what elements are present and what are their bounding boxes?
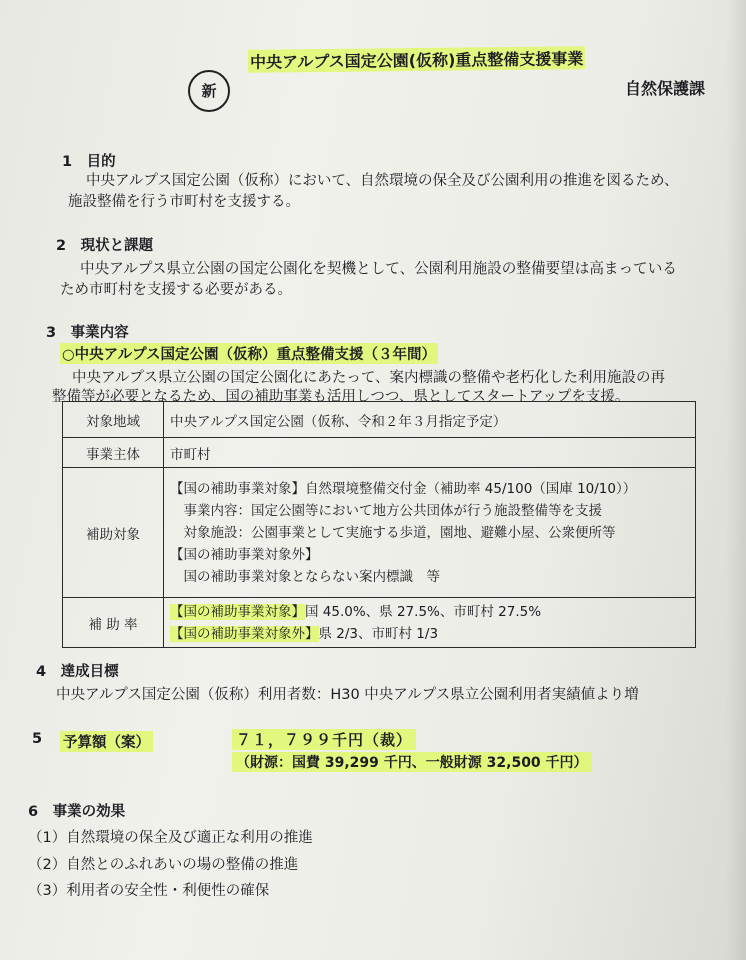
subsidy-target-cell	[164, 468, 696, 598]
operator-value: 市町村	[164, 438, 696, 468]
subsidy-line: 対象施設：公園事業として実施する歩道，園地、避難小屋、公衆便所等	[170, 524, 616, 541]
project-table	[62, 401, 696, 648]
section-2-heading: 2 現状と課題	[56, 238, 154, 254]
budget-source: （財源：国費 39,299 千円、一般財源 32,500 千円）	[232, 752, 592, 772]
rate-text: 国 45.0%、県 27.5%、市町村 27.5%	[305, 603, 542, 620]
effect-item: （3）利用者の安全性・利便性の確保	[28, 883, 270, 899]
section-1-heading: 1 目的	[62, 154, 116, 170]
section-3-subheading: ○中央アルプス国定公園（仮称）重点整備支援（３年間）	[60, 343, 438, 364]
effect-item: （2）自然とのふれあいの場の整備の推進	[28, 857, 299, 873]
section-3-heading: 3 事業内容	[46, 325, 129, 341]
table-row	[63, 598, 696, 648]
section-2-line: 中央アルプス県立公園の国定公園化を契機として、公園利用施設の整備要望は高まっている	[80, 260, 677, 277]
document-title: 中央アルプス国定公園(仮称)重点整備支援事業	[248, 46, 586, 73]
rate-line	[170, 623, 689, 645]
rate-tag: 【国の補助事業対象】	[170, 603, 305, 620]
section-5-heading: 予算額（案）	[60, 731, 153, 752]
section-3-line: 中央アルプス県立公園の国定公園化にあたって、案内標識の整備や老朽化した利用施設の再	[72, 370, 666, 386]
rate-tag: 【国の補助事業対象外】	[170, 625, 319, 642]
effect-item: （1）自然環境の保全及び適正な利用の推進	[28, 830, 313, 846]
subsidy-line: 国の補助事業対象とならない案内標識 等	[170, 568, 440, 585]
operator-label: 事業主体	[63, 438, 164, 468]
section-2-line: ため市町村を支援する必要がある。	[60, 282, 292, 298]
section-3-line: 整備等が必要となるため、国の補助事業も活用しつつ、県としてスタートアップを支援。	[52, 389, 630, 405]
target-area-value: 中央アルプス国定公園（仮称、令和２年３月指定予定）	[164, 402, 696, 438]
subsidy-target-label: 補助対象	[63, 468, 164, 598]
rate-line	[170, 601, 689, 623]
section-1-line: 施設整備を行う市町村を支援する。	[68, 194, 300, 210]
rate-text: 県 2/3、市町村 1/3	[318, 625, 439, 642]
section-5-number: 5	[32, 731, 43, 747]
new-badge: 新	[188, 70, 230, 112]
subsidy-line: 事業内容：国定公園等において地方公共団体が行う施設整備等を支援	[170, 502, 602, 519]
section-6-heading: 6 事業の効果	[28, 804, 126, 820]
subsidy-rate-cell	[164, 598, 696, 648]
subsidy-line: 【国の補助事業対象】自然環境整備交付金（補助率 45/100（国庫 10/10））	[170, 480, 637, 497]
subsidy-line: 【国の補助事業対象外】	[170, 546, 319, 563]
table-row	[63, 402, 696, 438]
table-row	[63, 438, 696, 468]
department-name: 自然保護課	[625, 79, 706, 98]
budget-amount: ７１，７９９千円（裁）	[232, 729, 416, 750]
section-1-line: 中央アルプス国定公園（仮称）において、自然環境の保全及び公園利用の推進を図るため、	[86, 173, 679, 189]
page-edge-shadow	[726, 0, 746, 960]
target-area-label: 対象地域	[63, 402, 164, 438]
subsidy-rate-label: 補 助 率	[63, 598, 164, 648]
section-4-heading: 4 達成目標	[36, 664, 119, 680]
table-row	[63, 468, 696, 598]
section-4-line: 中央アルプス国定公園（仮称）利用者数：H30 中央アルプス県立公園利用者実績値より増	[56, 687, 639, 703]
